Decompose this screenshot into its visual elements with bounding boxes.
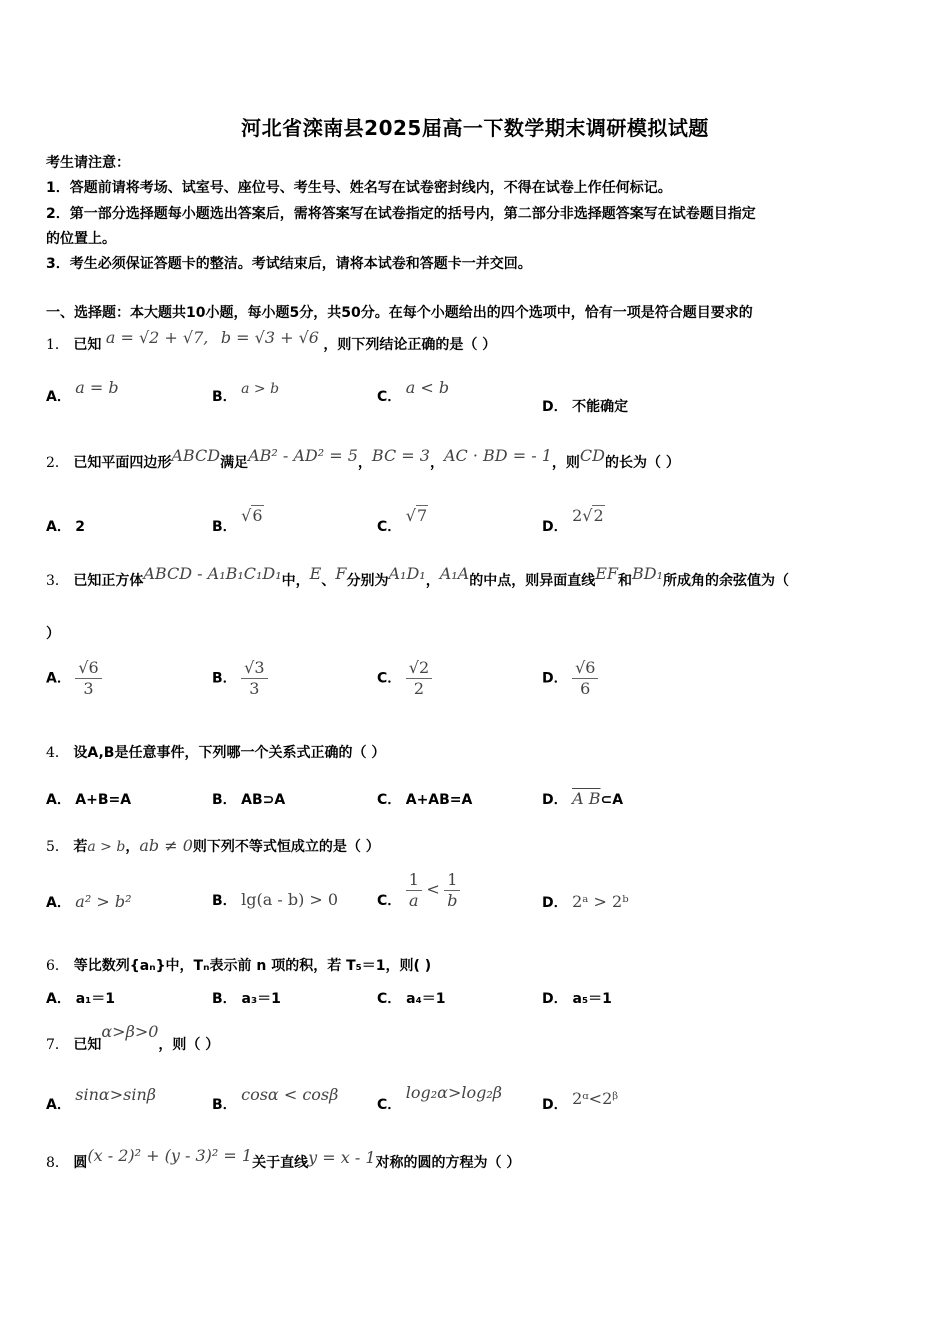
notice-heading: 考生请注意： <box>46 155 130 171</box>
question-1: 1． 已知 a = √2 + √7, b = √3 + √6 ，则下列结论正确的是（ ） <box>46 328 497 353</box>
question-4: 4． 设A,B是任意事件，下列哪一个关系式正确的（ ） <box>46 745 386 761</box>
page-title: 河北省滦南县2025届高一下数学期末调研模拟试题 <box>241 116 709 140</box>
q3-option-d[interactable]: D． $\frac{√6}{6}$ <box>542 658 598 699</box>
q7-option-a[interactable]: A． sinα>sinβ <box>46 1085 157 1113</box>
question-number: 7． <box>46 1037 69 1053</box>
q4-option-d[interactable]: D． A B⊂A <box>542 789 624 808</box>
q4-option-a[interactable]: A． A+B=A <box>46 792 132 808</box>
notice-item-1: 1．答题前请将考场、试室号、座位号、考生号、姓名写在试卷密封线内，不得在试卷上作任何标记。 <box>46 180 672 196</box>
q1-option-d[interactable]: D． 不能确定 <box>542 399 629 415</box>
q4-option-c[interactable]: C． A+AB=A <box>377 792 473 808</box>
q4-option-b[interactable]: B． AB⊃A <box>212 792 286 808</box>
q6-option-b[interactable]: B． a₃＝1 <box>212 991 281 1007</box>
q6-option-c[interactable]: C． a₄＝1 <box>377 991 446 1007</box>
q7-option-d[interactable]: D． 2ᵅ<2ᵝ <box>542 1089 619 1113</box>
question-5: 5． 若a > b，ab ≠ 0则下列不等式恒成立的是（ ） <box>46 836 380 855</box>
q5-option-c[interactable]: C． $\frac{1}{a}$ < $\frac{1}{b}$ <box>377 870 460 911</box>
question-3: 3． 已知正方体ABCD - A₁B₁C₁D₁中，E、F分别为A₁D₁，A₁A的中点，则异面直线EF和BD₁所成角的余弦值为（ <box>46 564 789 589</box>
math-expression: b = √3 + √6 <box>220 328 319 347</box>
q3-option-c[interactable]: C． $\frac{√2}{2}$ <box>377 658 432 699</box>
q5-option-a[interactable]: A． a² > b² <box>46 892 132 911</box>
notice-item-2b: 的位置上。 <box>46 231 116 247</box>
question-number: 4． <box>46 745 69 761</box>
question-number: 5． <box>46 839 69 855</box>
question-2: 2． 已知平面四边形ABCD满足AB² - AD² = 5，BC = 3，AC · BD = - 1，则CD的长为（ ） <box>46 446 680 471</box>
q2-option-a[interactable]: A． 2 <box>46 519 86 535</box>
q3-option-a[interactable]: A． $\frac{√6}{3}$ <box>46 658 102 699</box>
q2-option-c[interactable]: C． √7 <box>377 506 428 535</box>
q1-option-c[interactable]: C． a < b <box>377 378 450 405</box>
q5-option-d[interactable]: D． 2ᵃ > 2ᵇ <box>542 892 629 911</box>
notice-item-2a: 2．第一部分选择题每小题选出答案后，需将答案写在试卷指定的括号内，第二部分非选择题答案写在试卷题目指定 <box>46 206 756 222</box>
q7-option-b[interactable]: B． cosα < cosβ <box>212 1085 339 1113</box>
question-6: 6． 等比数列{aₙ}中，Tₙ表示前 n 项的积，若 T₅＝1，则( ) <box>46 958 432 974</box>
question-number: 8． <box>46 1155 69 1171</box>
question-number: 6． <box>46 958 69 974</box>
section-heading: 一、选择题：本大题共10小题，每小题5分，共50分。在每个小题给出的四个选项中，恰有一项是符合题目要求的 <box>46 305 753 321</box>
q5-option-b[interactable]: B． lg(a - b) > 0 <box>212 890 339 909</box>
q1-option-b[interactable]: B． a > b <box>212 381 280 405</box>
question-number: 1． <box>46 337 69 353</box>
question-8: 8． 圆(x - 2)² + (y - 3)² = 1关于直线y = x - 1对称的圆的方程为（ ） <box>46 1146 521 1171</box>
q7-option-c[interactable]: C． log₂α>log₂β <box>377 1083 503 1113</box>
question-number: 2． <box>46 455 69 471</box>
q6-option-d[interactable]: D． a₅＝1 <box>542 991 612 1007</box>
question-number: 3． <box>46 573 69 589</box>
q1-option-a[interactable]: A． a = b <box>46 378 119 405</box>
q2-option-b[interactable]: B． √6 <box>212 506 263 535</box>
question-3-close: ） <box>46 626 60 642</box>
q2-option-d[interactable]: D． 2√2 <box>542 506 604 535</box>
q6-option-a[interactable]: A． a₁＝1 <box>46 991 116 1007</box>
q3-option-b[interactable]: B． $\frac{√3}{3}$ <box>212 658 268 699</box>
notice-item-3: 3．考生必须保证答题卡的整洁。考试结束后，请将本试卷和答题卡一并交回。 <box>46 256 532 272</box>
question-7: 7． 已知α>β>0，则（ ） <box>46 1022 220 1053</box>
math-expression: a = √2 + √7, <box>105 328 209 347</box>
